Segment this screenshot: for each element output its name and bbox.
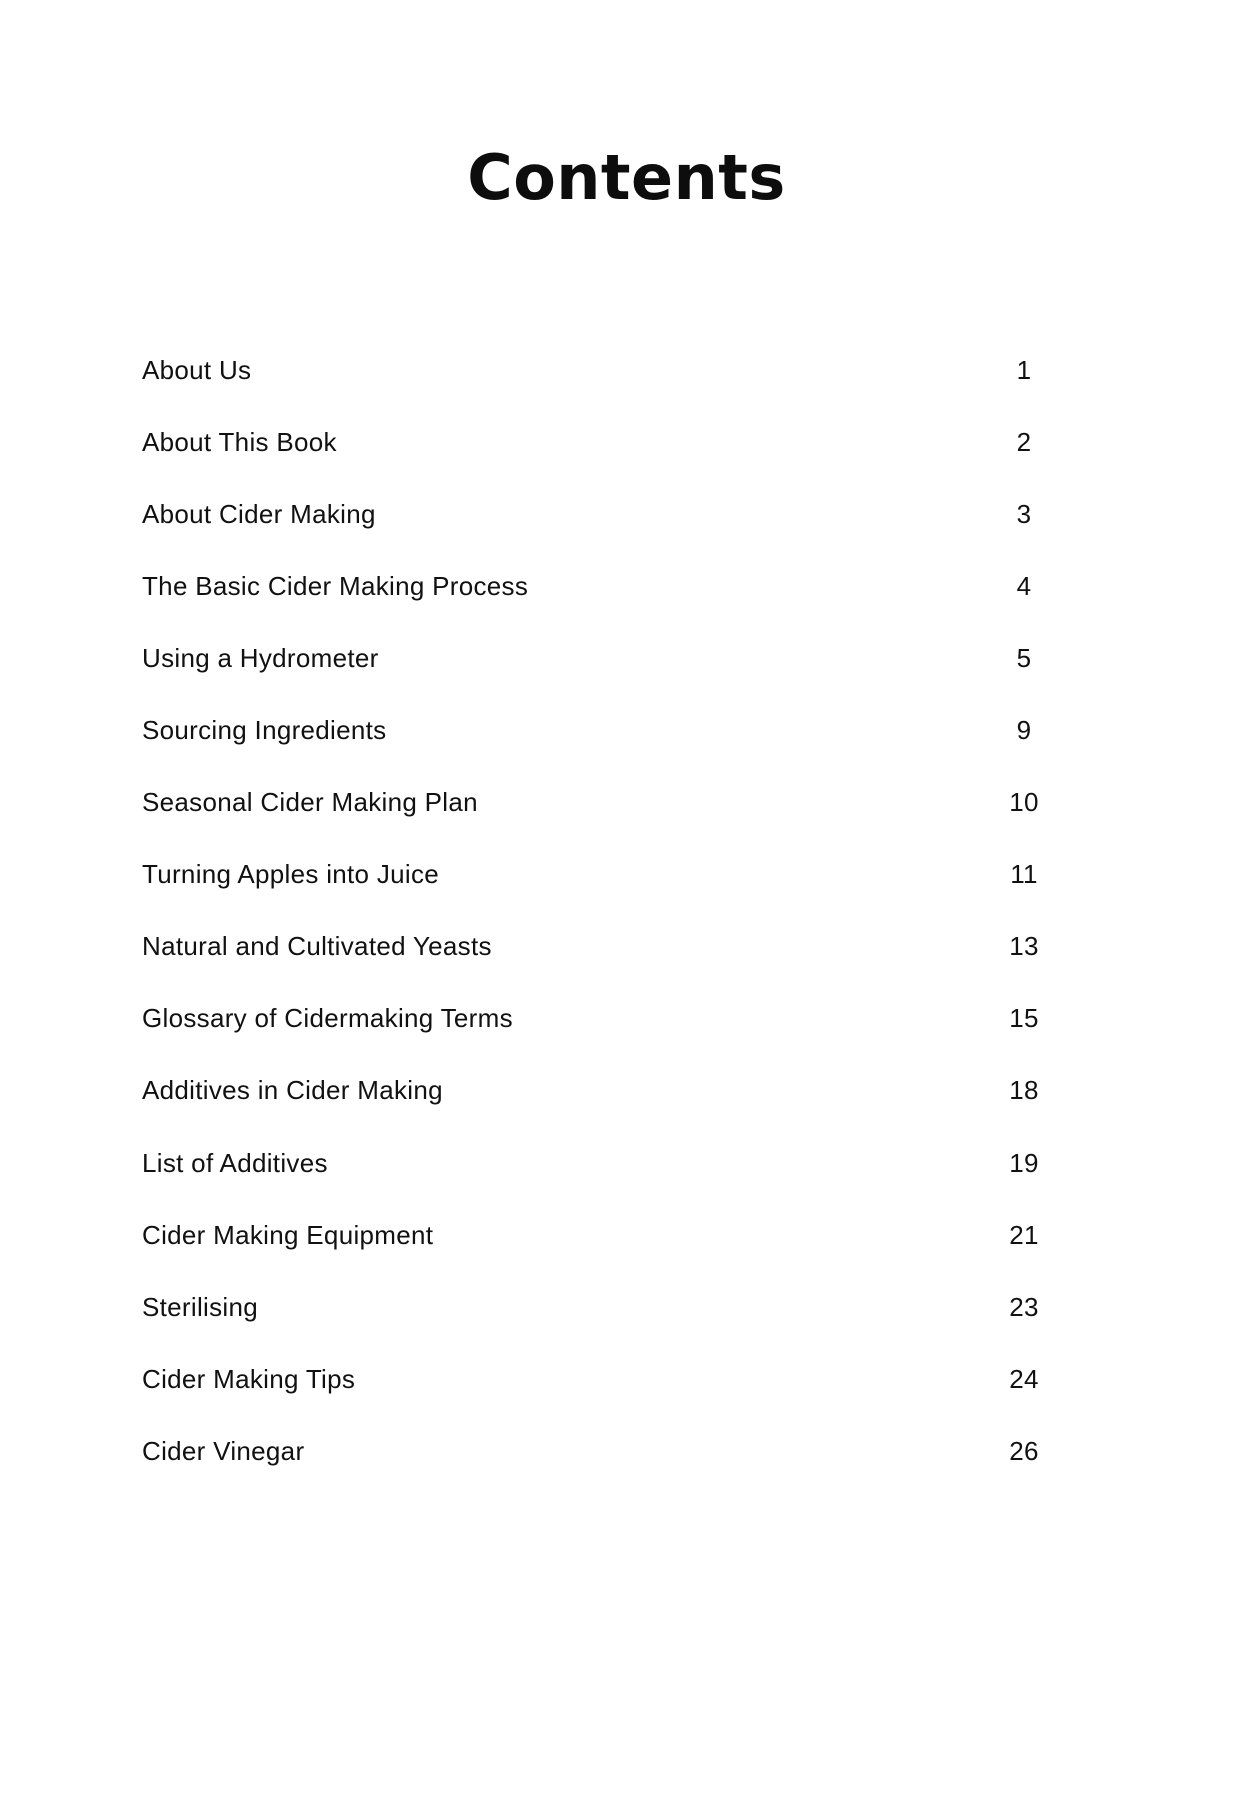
- toc-entry-label: Seasonal Cider Making Plan: [142, 787, 478, 818]
- table-of-contents: [142, 334, 1064, 1488]
- toc-entry-page-number: 3: [1016, 498, 1032, 529]
- toc-entry-page-number: 18: [1009, 1075, 1039, 1106]
- toc-entry-label: About Us: [142, 354, 252, 385]
- toc-entry[interactable]: [142, 1343, 1064, 1415]
- toc-entry[interactable]: [142, 1415, 1064, 1487]
- toc-entry[interactable]: [142, 767, 1064, 839]
- toc-entry-label: The Basic Cider Making Process: [142, 570, 529, 601]
- toc-entry-page-number: 23: [1009, 1291, 1039, 1322]
- toc-entry-page-number: 19: [1009, 1147, 1039, 1178]
- toc-entry-label: List of Additives: [142, 1147, 328, 1178]
- toc-entry-label: Sterilising: [142, 1291, 259, 1322]
- toc-entry[interactable]: [142, 622, 1064, 694]
- toc-entry-page-number: 10: [1009, 787, 1039, 818]
- toc-entry-label: Glossary of Cidermaking Terms: [142, 1003, 513, 1034]
- toc-entry-label: Turning Apples into Juice: [142, 859, 440, 890]
- toc-entry[interactable]: [142, 406, 1064, 478]
- toc-entry[interactable]: [142, 478, 1064, 550]
- toc-entry-page-number: 9: [1016, 715, 1032, 746]
- toc-entry-page-number: 2: [1016, 426, 1032, 457]
- toc-entry-label: Cider Vinegar: [142, 1435, 305, 1466]
- toc-entry[interactable]: [142, 550, 1064, 622]
- toc-entry[interactable]: [142, 1127, 1064, 1199]
- toc-entry-label: Using a Hydrometer: [142, 642, 379, 673]
- toc-entry-page-number: 24: [1009, 1363, 1039, 1394]
- toc-entry-label: Cider Making Equipment: [142, 1219, 434, 1250]
- toc-entry-page-number: 15: [1009, 1003, 1039, 1034]
- toc-entry-label: Sourcing Ingredients: [142, 715, 387, 746]
- toc-entry[interactable]: [142, 1271, 1064, 1343]
- toc-entry[interactable]: [142, 983, 1064, 1055]
- toc-entry[interactable]: [142, 1199, 1064, 1271]
- page-title: Contents: [467, 140, 786, 214]
- toc-entry[interactable]: [142, 694, 1064, 766]
- toc-entry-page-number: 26: [1009, 1435, 1039, 1466]
- toc-entry-label: Additives in Cider Making: [142, 1075, 443, 1106]
- toc-entry-label: About Cider Making: [142, 498, 376, 529]
- toc-entry-page-number: 13: [1009, 931, 1039, 962]
- toc-entry-page-number: 21: [1009, 1219, 1039, 1250]
- toc-entry-page-number: 11: [1010, 859, 1038, 890]
- toc-entry-label: About This Book: [142, 426, 337, 457]
- toc-entry-page-number: 5: [1016, 642, 1032, 673]
- toc-entry-label: Cider Making Tips: [142, 1363, 356, 1394]
- toc-entry[interactable]: [142, 1055, 1064, 1127]
- toc-entry-page-number: 4: [1016, 570, 1032, 601]
- toc-entry-page-number: 1: [1016, 354, 1032, 385]
- toc-entry[interactable]: [142, 911, 1064, 983]
- toc-entry[interactable]: [142, 839, 1064, 911]
- toc-entry-label: Natural and Cultivated Yeasts: [142, 931, 492, 962]
- toc-entry[interactable]: [142, 334, 1064, 406]
